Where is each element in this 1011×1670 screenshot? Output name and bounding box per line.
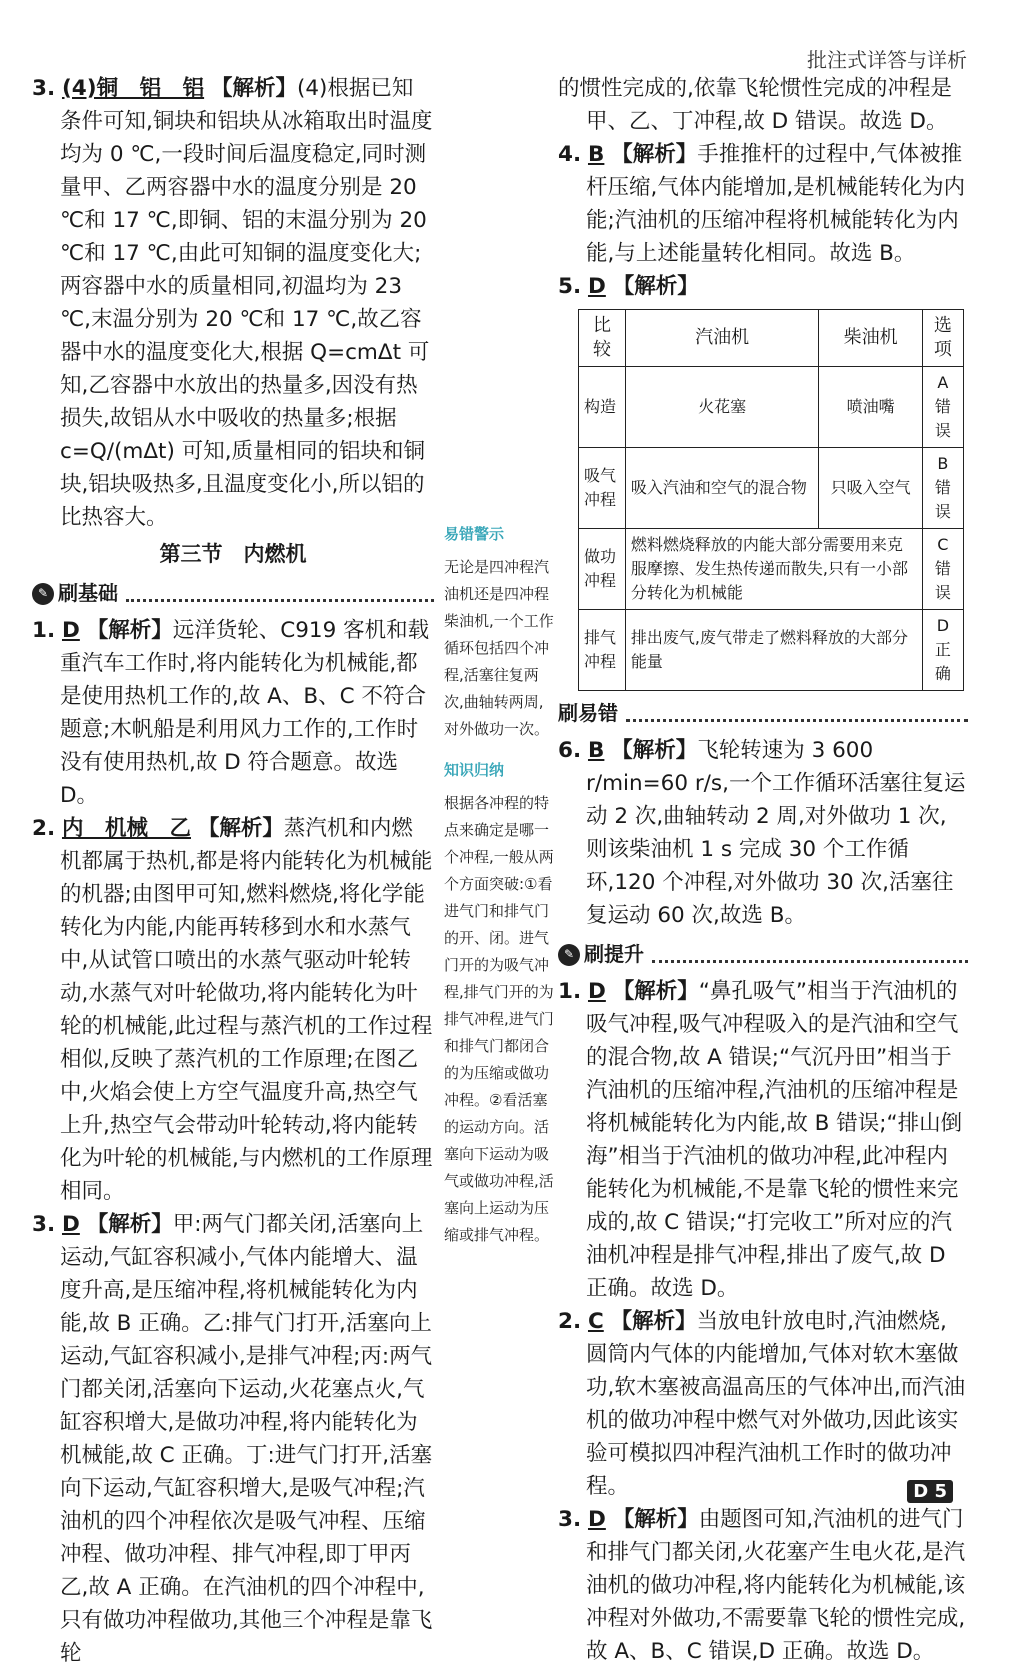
answer-item: 1. D 【解析】远洋货轮、C919 客机和载重汽车工作时,将内能转化为机械能,都是使用热机工作的,故 A、B、C 不符合题意;木帆船是利用风力工作的,工作时没有使用热机,故 D 符合题意。故选 D。 xyxy=(32,618,430,808)
book-icon: ✎ xyxy=(558,944,580,966)
answer-item: 3. (4)铜 铝 铝 【解析】(4)根据已知条件可知,铜块和铝块从冰箱取出时温度均为 0 ℃,一段时间后温度稳定,同时测量甲、乙两容器中水的温度分别是 20 ℃和 17 ℃,即铜、铝的末温分别为 20 ℃和 17 ℃,由此可知铜的温度变化大;两容器中水的质量相同,初温均为 23 ℃,末温分别为 20 ℃和 17 ℃,故乙容器中水的温度变化大,根据 Q=cmΔt 可知,乙容器中水放出的热量多,因没有热损失,故铝从水中吸收的热量多;根据 c=Q/(mΔt) 可知,质量相同的铝块和铜块,铝块吸热多,且温度变化小,所以铝的比热容大。 xyxy=(32,76,433,530)
table-row: 吸气冲程 吸入汽油和空气的混合物 只吸入空气 B 错误 xyxy=(579,448,964,529)
table-row: 构造 火花塞 喷油嘴 A 错误 xyxy=(579,367,964,448)
answer-item: 2. 内 机械 乙 【解析】蒸汽机和内燃机都属于热机,都是将内能转化为机械能的机器;由图甲可知,燃料燃烧,将化学能转化为内能,内能再转移到水和水蒸气中,从试管口喷出的水蒸气驱动叶轮转动,水蒸气对叶轮做功,将内能转化为叶轮的机械能,此过程与蒸汽机的工作过程相似,反映了蒸汽机的工作原理;在图乙中,火焰会使上方空气温度升高,热空气上升,热空气会带动叶轮转动,将内能转化为叶轮的机械能,与内燃机的工作原理相同。 xyxy=(32,816,433,1204)
table-row: 做功冲程 燃料燃烧释放的内能大部分需要用来克服摩擦、发生热传递而散失,只有一小部分转化为机械能 C 错误 xyxy=(579,529,964,610)
answer-item: 2. C 【解析】当放电针放电时,汽油燃烧,圆筒内气体的内能增加,气体对软木塞做功,软木塞被高温高压的气体冲出,而汽油机的做功冲程中燃气对外做功,因此该实验可模拟四冲程汽油机工作时的做功冲程。 xyxy=(558,1309,966,1499)
comparison-table xyxy=(578,309,964,691)
right-column xyxy=(558,72,968,1668)
answer-item: 1. D 【解析】“鼻孔吸气”相当于汽油机的吸气冲程,吸气冲程吸入的是汽油和空气的混合物,故 A 错误;“气沉丹田”相当于汽油机的压缩冲程,汽油机的压缩冲程是将机械能转化为内能,故 B 错误;“排山倒海”相当于汽油机的做功冲程,此冲程内能转化为机械能,不是靠飞轮的惯性来完成的,故 C 错误;“打完收工”所对应的汽油机冲程是排气冲程,排出了废气,故 D 正确。故选 D。 xyxy=(558,979,963,1301)
book-icon: ✎ xyxy=(32,583,54,605)
section-tag-easy: 刷易错 xyxy=(558,697,968,730)
answer-continuation: 的惯性完成的,依靠飞轮惯性完成的冲程是甲、乙、丁冲程,故 D 错误。故选 D。 xyxy=(558,76,952,134)
section-title: 第三节 内燃机 xyxy=(159,542,307,566)
answer-item: 3. D 【解析】甲:两气门都关闭,活塞向上运动,气缸容积减小,气体内能增大、温度升高,是压缩冲程,将机械能转化为内能,故 B 正确。乙:排气门打开,活塞向上运动,气缸容积减小,是排气冲程;丙:两气门都关闭,活塞向下运动,火花塞点火,气缸容积增大,是做功冲程,将内能转化为机械能,故 C 正确。丁:进气门打开,活塞向下运动,气缸容积增大,是吸气冲程;汽油机的四个冲程依次是吸气冲程、压缩冲程、做功冲程、排气冲程,即丁甲丙乙,故 A 正确。在汽油机的四个冲程中,只有做功冲程做功,其他三个冲程是靠飞轮 xyxy=(32,1212,433,1666)
section-tag-up: ✎ 刷提升 xyxy=(558,938,968,971)
page-number: D 5 xyxy=(907,1480,953,1503)
note-text: 无论是四冲程汽油机还是四冲程柴油机,一个工作循环包括四个冲程,活塞往复两次,曲轴转两周,对外做功一次。 xyxy=(444,558,554,738)
answer-item: 3. D 【解析】由题图可知,汽油机的进气门和排气门都关闭,火花塞产生电火花,是汽油机的做功冲程,将内能转化为机械能,该冲程对外做功,不需要靠飞轮的惯性完成,故 A、B、C 错误,D 正确。故选 D。 xyxy=(558,1507,966,1664)
note-text: 根据各冲程的特点来确定是哪一个冲程,一般从两个方面突破:①看进气门和排气门的开、闭。进气门开的为吸气冲程,排气门开的为排气冲程,进气门和排气门都闭合的为压缩或做功冲程。②看活塞的运动方向。活塞向下运动为吸气或做功冲程,活塞向上运动为压缩或排气冲程。 xyxy=(444,794,554,1244)
margin-notes xyxy=(444,515,554,1249)
answer-item: 5. D 【解析】 xyxy=(558,274,699,299)
left-column xyxy=(32,72,434,1670)
page-header: 批注式详答与详析 xyxy=(807,48,967,72)
answer-item: 4. B 【解析】手推推杆的过程中,气体被推杆压缩,气体内能增加,是机械能转化为内能;汽油机的压缩冲程将机械能转化为内能,与上述能量转化相同。故选 B。 xyxy=(558,142,966,266)
section-tag-basic: ✎ 刷基础 xyxy=(32,577,434,610)
note-heading: 易错警示 xyxy=(444,525,505,543)
note-heading: 知识归纳 xyxy=(444,761,505,779)
answer-item: 6. B 【解析】飞轮转速为 3 600 r/min=60 r/s,一个工作循环活塞往复运动 2 次,曲轴转动 2 周,对外做功 1 次,则该柴油机 1 s 完成 30 个工作循环,120 个冲程,对外做功 30 次,活塞往复运动 60 次,故选 B。 xyxy=(558,738,966,928)
table-header-row: 比较 汽油机 柴油机 选项 xyxy=(579,310,964,367)
table-row: 排气冲程 排出废气,废气带走了燃料释放的大部分能量 D 正确 xyxy=(579,610,964,691)
